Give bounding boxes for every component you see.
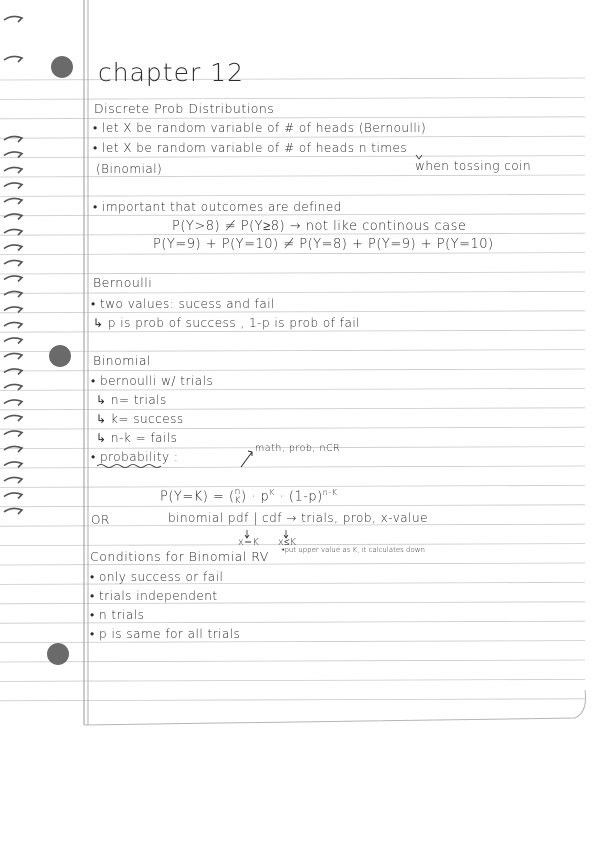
bernoulli-line-2: ↳ p is prob of success , 1-p is prob of fail — [93, 316, 361, 330]
inequality-1: P(Y>8) ≠ P(Y≥8) → not like continous case — [172, 219, 467, 234]
spiral-coil — [4, 384, 22, 390]
spiral-coil — [4, 446, 22, 452]
chapter-title: chapter 12 — [98, 58, 244, 87]
bernoulli-heading: Bernoulli — [93, 275, 153, 290]
probability-label: • probability : — [91, 450, 179, 464]
spiral-coil — [4, 152, 22, 158]
spiral-coil — [4, 183, 22, 189]
calc-note: math, prob, nCR — [255, 443, 341, 454]
formula-mid-exp: n-K — [322, 488, 338, 498]
spiral-coil — [4, 198, 22, 204]
condition-item: • only success or fail — [90, 570, 224, 584]
discrete-line-2: • let X be random variable of # of heads n times — [93, 141, 408, 155]
formula-n: n — [234, 487, 241, 497]
binomial-heading: Binomial — [93, 353, 152, 368]
formula-paren-open: ( — [229, 489, 235, 505]
condition-item: • n trials — [90, 608, 145, 622]
punch-hole-top — [51, 56, 73, 78]
spiral-coil — [4, 56, 22, 62]
spiral-coil — [4, 307, 22, 313]
probability-underline — [97, 465, 161, 468]
spiral-coil — [4, 353, 22, 359]
condition-item: • trials independent — [90, 589, 218, 603]
spiral-coil — [4, 477, 22, 483]
inequality-2: P(Y=9) + P(Y=10) ≠ P(Y=8) + P(Y=9) + P(Y=10) — [153, 237, 494, 252]
discrete-line-2-note: (Binomial) — [96, 162, 163, 176]
binomial-line-4: ↳ n-k = fails — [96, 431, 178, 445]
conditions-heading: Conditions for Binomial RV — [90, 549, 269, 564]
spiral-coil — [4, 245, 22, 251]
spiral-coil — [4, 167, 22, 173]
spiral-coil — [4, 136, 22, 142]
discrete-line-1: • let X be random variable of # of heads (Bernoulli) — [93, 121, 427, 135]
spiral-coil — [4, 16, 22, 22]
spiral-coil — [4, 415, 22, 421]
page-edge — [84, 690, 586, 725]
binomial-line-1: • bernoulli w/ trials — [91, 374, 214, 388]
spiral-binding — [4, 16, 22, 514]
binomial-line-2: ↳ n= trials — [96, 393, 167, 407]
formula-lhs: P(Y=K) = — [160, 489, 229, 505]
calc-arrow — [241, 452, 252, 467]
discrete-heading: Discrete Prob Distributions — [94, 101, 275, 116]
spiral-coil — [4, 291, 22, 297]
pdf-note: x=K — [238, 537, 260, 548]
cdf-hint: •put upper value as K, it calculates down — [282, 546, 425, 554]
punch-hole-middle — [49, 345, 71, 367]
formula-k: K — [234, 496, 241, 506]
condition-item: • p is same for all trials — [90, 627, 241, 641]
spiral-coil — [4, 400, 22, 406]
formula-paren-close: ) — [240, 489, 247, 505]
spiral-coil — [4, 431, 22, 437]
spiral-coil — [4, 369, 22, 375]
or-label: OR — [91, 513, 110, 527]
cdf-note: x≤K — [278, 537, 297, 548]
discrete-line-2-insert: when tossing coin — [415, 159, 532, 173]
spiral-coil — [4, 508, 22, 514]
formula-p-exp: K — [269, 488, 275, 498]
spiral-coil — [4, 276, 22, 282]
punch-hole-bottom — [47, 643, 69, 665]
bernoulli-line-1: • two values: sucess and fail — [91, 297, 275, 311]
spiral-coil — [4, 493, 22, 499]
binomial-line-3: ↳ k= success — [96, 412, 184, 426]
spiral-coil — [4, 229, 22, 235]
spiral-coil — [4, 322, 22, 328]
formula-mid: (1-p) — [288, 489, 323, 505]
spiral-coil — [4, 462, 22, 468]
spiral-coil — [4, 214, 22, 220]
spiral-coil — [4, 338, 22, 344]
binomial-formula: P(Y=K) = (n $K) \cdot p^K \cdot (1-p)^{n-K}$ — [160, 487, 338, 506]
important-line: • important that outcomes are defined — [93, 200, 342, 214]
formula-p: p — [260, 489, 270, 505]
calc-functions: binomial pdf | cdf → trials, prob, x-value — [168, 511, 428, 525]
spiral-coil — [4, 260, 22, 266]
